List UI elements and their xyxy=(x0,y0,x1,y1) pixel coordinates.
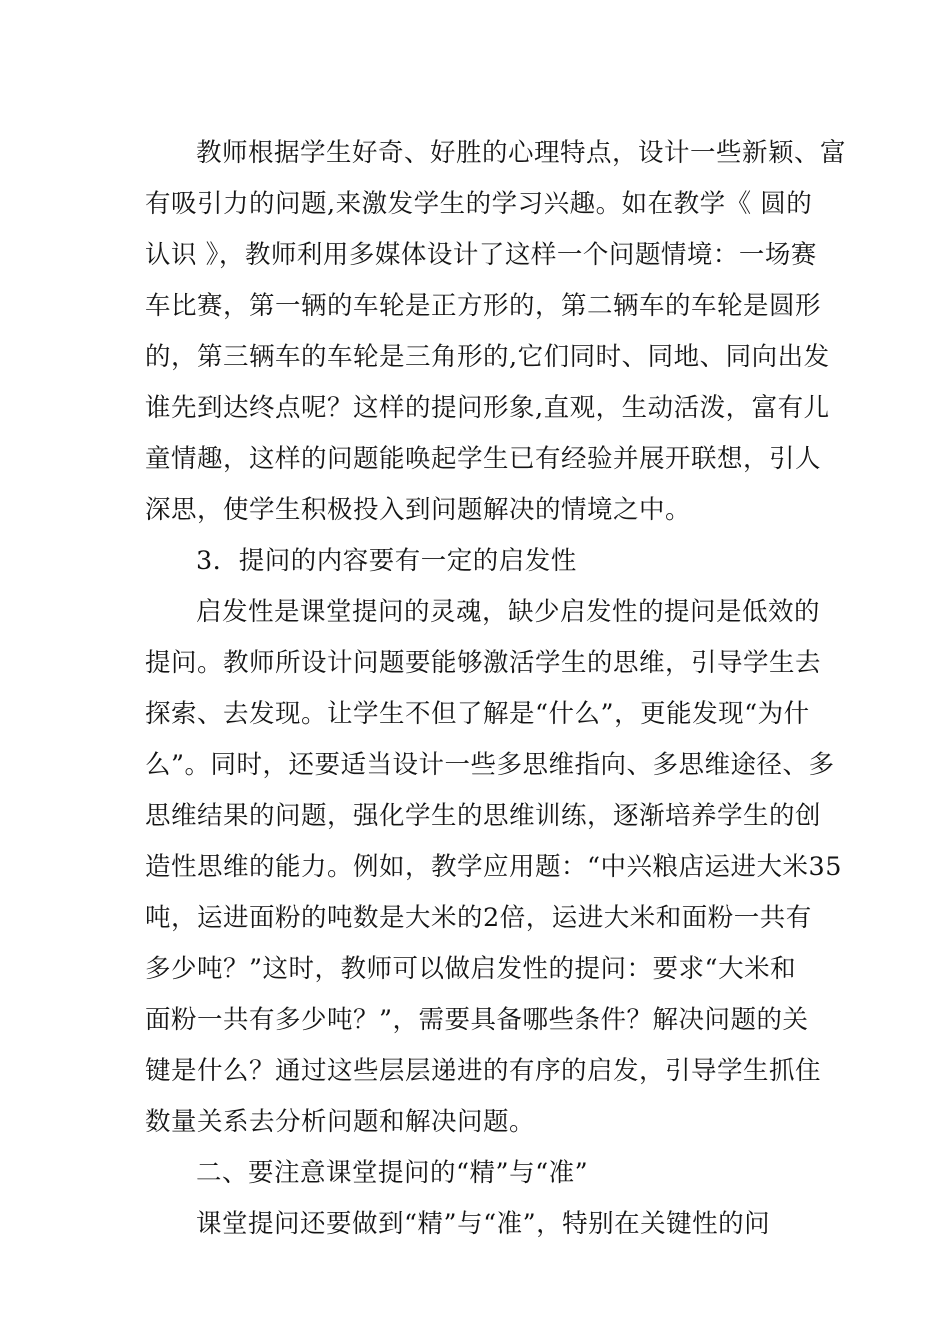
text-line: 深思，使学生积极投入到问题解决的情境之中。 xyxy=(145,495,692,525)
text-line: 造性思维的能力。例如，教学应用题：“中兴粮店运进大米35 xyxy=(145,852,842,882)
section-heading: 二、要注意课堂提问的“精”与“准” xyxy=(196,1158,589,1188)
text-line: 面粉一共有多少吨？”，需要具备哪些条件？解决问题的关 xyxy=(145,1005,809,1035)
document-body xyxy=(145,128,847,1250)
text-line: 提问。教师所设计问题要能够激活学生的思维，引导学生去 xyxy=(145,648,822,678)
paragraph-question-interest xyxy=(145,128,847,536)
text-line: 数量关系去分析问题和解决问题。 xyxy=(145,1107,536,1137)
text-line: 教师根据学生好奇、好胜的心理特点，设计一些新颖、富 xyxy=(196,138,847,168)
text-line: 键是什么？通过这些层层递进的有序的启发，引导学生抓住 xyxy=(145,1056,822,1086)
text-line: 课堂提问还要做到“精”与“准”，特别在关键性的问 xyxy=(196,1209,771,1239)
text-line: 谁先到达终点呢？这样的提问形象,直观，生动活泼，富有儿 xyxy=(145,393,830,423)
text-line: 有吸引力的问题,来激发学生的学习兴趣。如在教学《 圆的 xyxy=(145,189,813,219)
text-line: 吨，运进面粉的吨数是大米的2倍，运进大米和面粉一共有 xyxy=(145,903,812,933)
text-line: 认识 》，教师利用多媒体设计了这样一个问题情境：一场赛 xyxy=(145,240,817,270)
text-line: 童情趣，这样的问题能唤起学生已有经验并展开联想，引人 xyxy=(145,444,822,474)
heading-enlightening xyxy=(145,536,810,587)
text-line: 思维结果的问题，强化学生的思维训练，逐渐培养学生的创 xyxy=(145,801,822,831)
paragraph-enlightening xyxy=(145,587,842,1148)
paragraph-precise-accurate xyxy=(145,1199,810,1250)
text-line: 启发性是课堂提问的灵魂，缺少启发性的提问是低效的 xyxy=(196,597,821,627)
text-line: 探索、去发现。让学生不但了解是“什么”，更能发现“为什 xyxy=(145,699,810,729)
text-line: 多少吨？”这时，教师可以做启发性的提问：要求“大米和 xyxy=(145,954,797,984)
text-line: 么”。同时，还要适当设计一些多思维指向、多思维途径、多 xyxy=(145,750,835,780)
text-line: 的，第三辆车的车轮是三角形的,它们同时、同地、同向出发 xyxy=(145,342,830,372)
text-line: 车比赛，第一辆的车轮是正方形的，第二辆车的车轮是圆形 xyxy=(145,291,822,321)
heading-precise-accurate xyxy=(145,1148,810,1199)
section-heading: 3．提问的内容要有一定的启发性 xyxy=(196,546,577,576)
